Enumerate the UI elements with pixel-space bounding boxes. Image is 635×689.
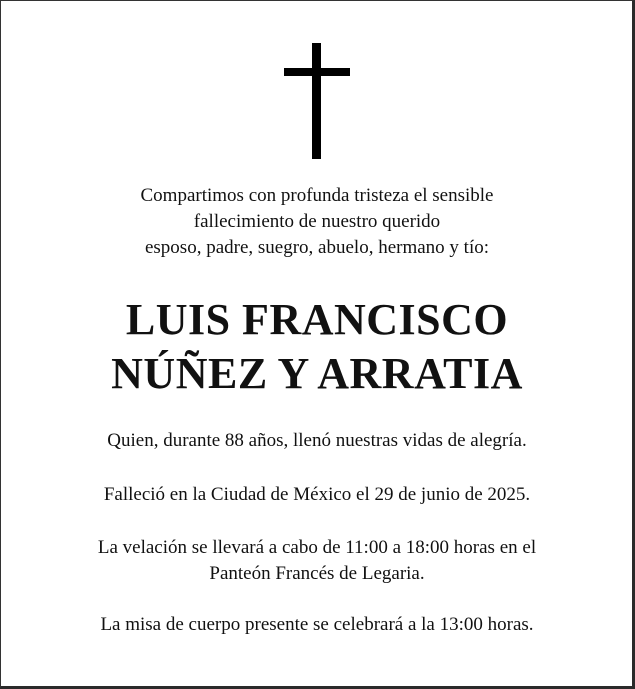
death-paragraph: [1, 482, 633, 508]
mass-text: La misa de cuerpo presente se celebrará a la 13:00 horas.: [100, 614, 534, 635]
life-text: Quien, durante 88 años, llenó nuestras vidas de alegría.: [107, 430, 527, 451]
intro-line-3: esposo, padre, suegro, abuelo, hermano y tío:: [144, 237, 490, 258]
death-text: Falleció en la Ciudad de México el 29 de junio de 2025.: [103, 484, 531, 505]
cross-icon: [1, 43, 633, 159]
wake-paragraph: [1, 535, 633, 587]
wake-text-line-2: Panteón Francés de Legaria.: [209, 563, 425, 584]
mass-paragraph: [1, 612, 633, 638]
deceased-name-line-2: NÚÑEZ Y ARRATIA: [111, 349, 523, 398]
intro-line-1: Compartimos con profunda tristeza el sensible: [140, 185, 494, 206]
intro-line-2: fallecimiento de nuestro querido: [193, 211, 441, 232]
intro-text: [1, 183, 633, 261]
deceased-name: [1, 293, 633, 401]
deceased-name-line-1: LUIS FRANCISCO: [125, 295, 509, 344]
wake-text-line-1: La velación se llevará a cabo de 11:00 a 18:00 horas en el: [97, 537, 537, 558]
life-paragraph: [1, 428, 633, 454]
